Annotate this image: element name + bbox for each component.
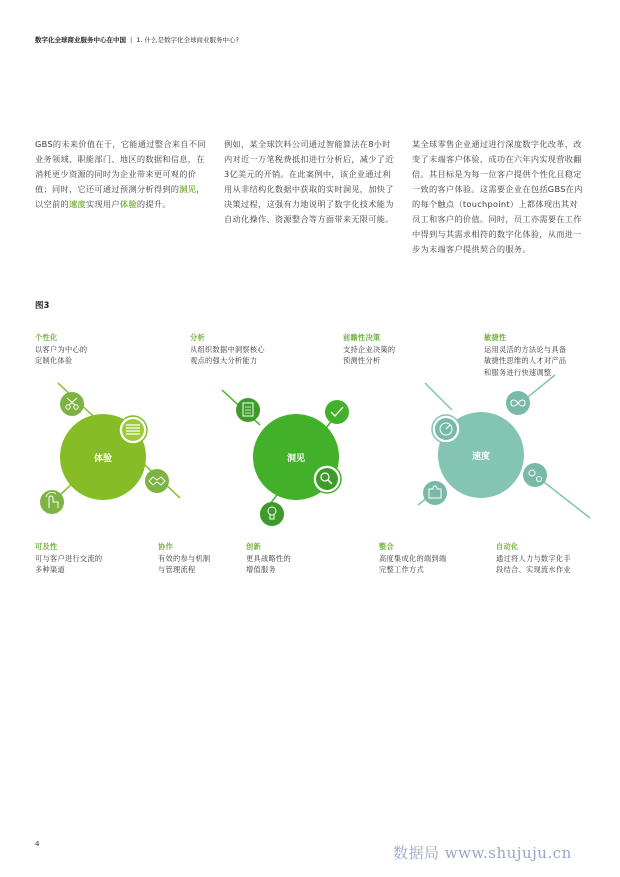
label-automation [496, 541, 571, 576]
speed-cluster [418, 375, 590, 518]
col1-text-b: ，以空前的 [35, 184, 205, 209]
label-agility-title: 敏捷性 [484, 333, 507, 342]
col1-text-a: GBS的未来价值在于，它能通过整合来自不同业务领域、职能部门、地区的数据和信息，在消耗更少资源的同时为企业带来更可观的价值；同时，它还可通过预测分析得到的 [35, 139, 206, 194]
experience-cluster [40, 383, 180, 514]
header-title: 数字化全球商业服务中心在中国 [35, 36, 126, 44]
label-forward-decision-title: 前瞻性决策 [343, 333, 381, 342]
label-line: 完整工作方式 [379, 565, 424, 574]
col1-highlight-insight: 洞见 [179, 184, 197, 194]
label-line: 段结合、实现流水作业 [496, 565, 571, 574]
label-forward-decision [343, 332, 395, 367]
label-collaboration-title: 协作 [158, 542, 173, 551]
label-line: 更具战略性的 [246, 553, 291, 563]
col2-text: 例如，某全球饮料公司通过智能算法在8小时内对近一万笔税费抵扣进行分析后，减少了近3亿美元的开销。在此案例中，该企业通过利用从非结构化数据中获取的实时洞见，加快了决策过程，这强有力地说明了数字化技术能为自动化操作、资源整合等方面带来无限可能。 [224, 139, 394, 224]
gauge-icon [432, 415, 460, 443]
scissors-icon [60, 392, 84, 416]
label-line: 预测性分析 [343, 356, 381, 365]
page-number: 4 [35, 840, 40, 848]
label-line: 定制化体验 [35, 356, 73, 365]
magnifier-icon [313, 465, 341, 493]
col1-text-c: 实现用户 [85, 199, 120, 209]
document-list-icon [119, 416, 147, 444]
handshake-icon [145, 469, 169, 493]
label-line: 观点的强大分析能力 [190, 356, 258, 365]
col3-text: 某全球零售企业通过进行深度数字化改革，改变了末端客户体验，成功在六年内实现营收翻倍。其目标是为每一位客户提供个性化且稳定一致的客户体验。这需要企业在包括GBS在内的每个触点（touchpoint）上都体现出其对员工和客户的价值。同时，员工亦需要在工作中得到与其需求相符的数字化体验，从而进一步为末端客户提供契合的服务。 [412, 139, 583, 254]
col1-highlight-speed: 速度 [68, 199, 86, 209]
report-icon [236, 398, 260, 422]
hand-touch-icon [40, 490, 64, 514]
col1-highlight-experience: 体验 [119, 199, 137, 209]
label-collaboration [158, 541, 210, 576]
infinity-icon [506, 391, 530, 415]
label-innovation [246, 541, 291, 576]
label-line: 从组织数据中洞察核心 [190, 344, 265, 354]
label-line: 增值服务 [246, 565, 276, 574]
label-integration-title: 整合 [379, 542, 394, 551]
label-line: 与管理流程 [158, 565, 196, 574]
puzzle-icon [423, 481, 447, 505]
label-line: 可与客户进行交流的 [35, 553, 103, 563]
label-personalization [35, 332, 87, 367]
label-line: 敏捷性思维的人才对产品 [484, 356, 567, 365]
label-integration [379, 541, 446, 576]
experience-label: 体验 [93, 454, 113, 464]
body-column-2 [224, 137, 396, 227]
body-column-1 [35, 137, 207, 212]
label-line: 和服务进行快速调整 [484, 367, 552, 377]
insight-cluster [222, 390, 349, 526]
lightbulb-icon [260, 502, 284, 526]
speed-label: 速度 [471, 452, 491, 462]
label-line: 支持企业决策的 [343, 344, 396, 354]
label-accessibility [35, 541, 102, 576]
gears-icon [523, 463, 547, 487]
label-line: 以客户为中心的 [35, 344, 88, 354]
connector-line [425, 383, 452, 410]
label-analytics [190, 332, 265, 367]
label-automation-title: 自动化 [496, 542, 519, 551]
label-analytics-title: 分析 [190, 333, 205, 342]
label-personalization-title: 个性化 [35, 333, 58, 342]
label-line: 多种渠道 [35, 565, 65, 574]
body-column-3 [412, 137, 584, 257]
label-line: 运用灵活的方法论与具备 [484, 344, 567, 354]
header-section: 1. 什么是数字化全球商业服务中心? [136, 36, 239, 44]
header-separator: | [130, 36, 133, 44]
label-innovation-title: 创新 [246, 542, 261, 551]
watermark: 数据局 www.shujuju.cn [393, 844, 572, 862]
label-line: 通过将人力与数字化手 [496, 553, 571, 563]
checkmark-icon [325, 400, 349, 424]
figure-diagram [0, 370, 620, 540]
insight-label: 洞见 [286, 454, 306, 464]
label-accessibility-title: 可及性 [35, 542, 58, 551]
label-line: 有效的参与机制 [158, 553, 211, 563]
figure-title: 图3 [35, 301, 50, 311]
col1-text-d: 的提升。 [136, 199, 171, 209]
running-header [35, 35, 239, 44]
label-line: 高度集成化的端到端 [379, 553, 447, 563]
